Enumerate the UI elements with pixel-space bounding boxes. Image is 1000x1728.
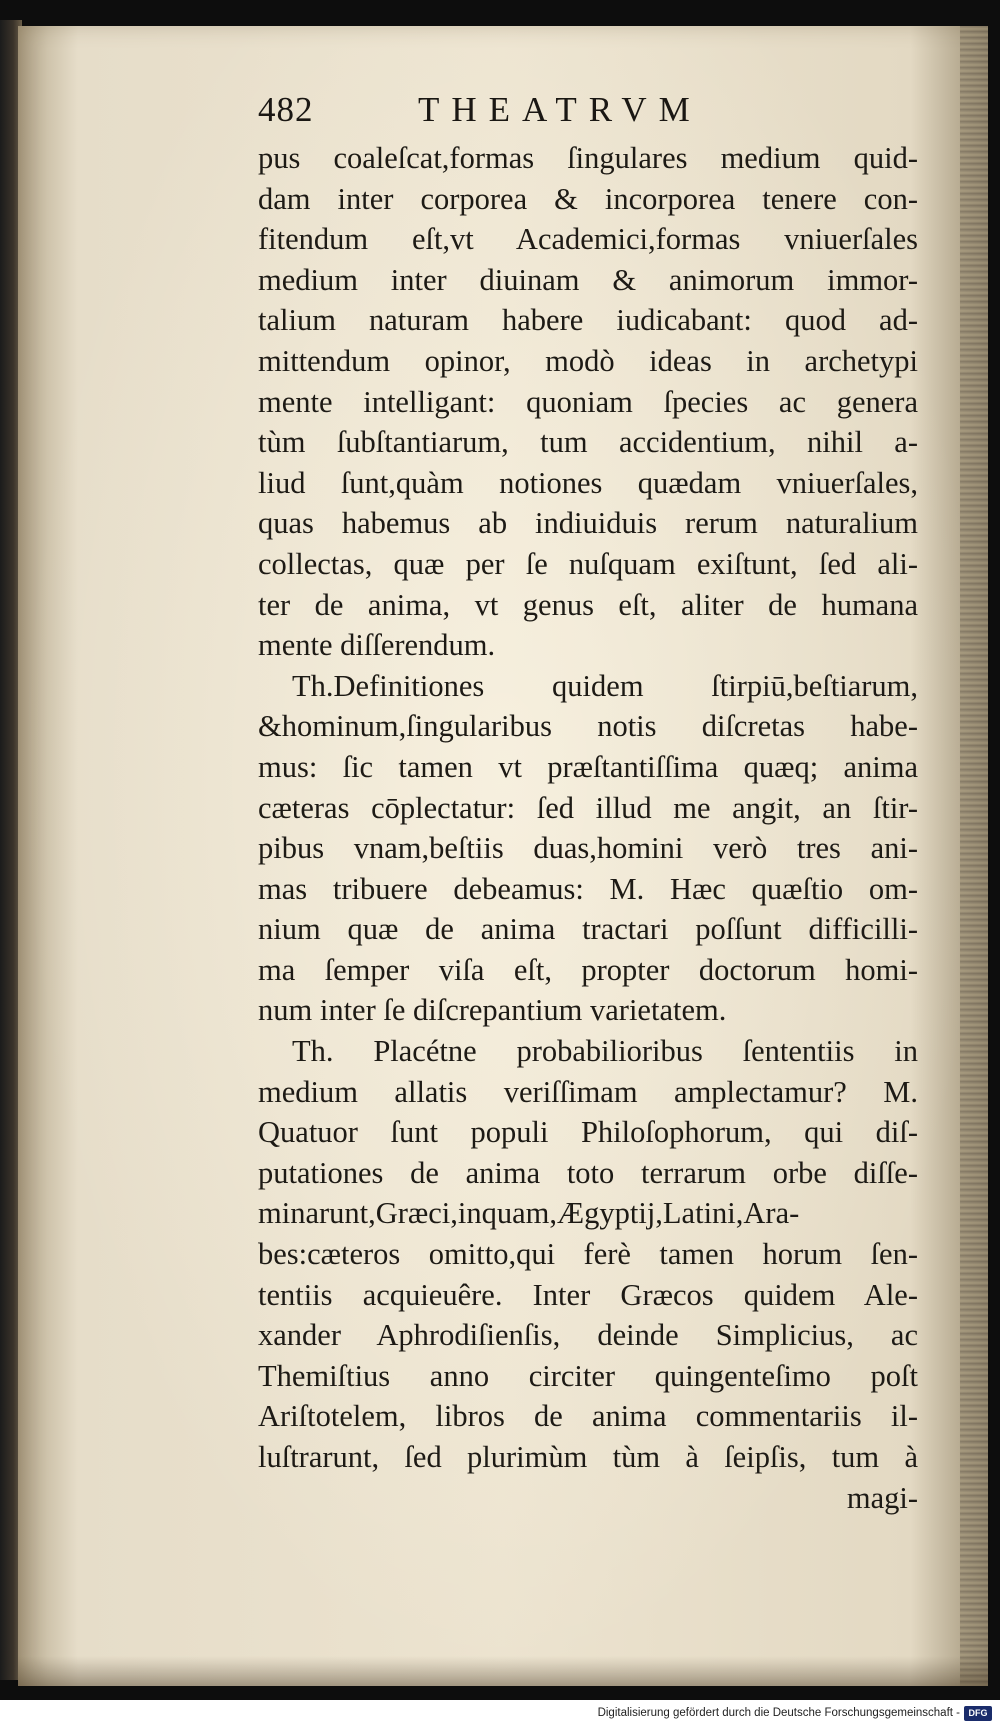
- funding-credit: Digitalisierung gefördert durch die Deutsche Forschungsgemeinschaft -: [597, 1707, 960, 1719]
- text-line: mente intelligant: quoniam ſpecies ac genera: [258, 384, 918, 419]
- text-line: num inter ſe diſcrepantium varietatem.: [258, 993, 727, 1028]
- text-line: collectas, quæ per ſe nuſquam exiſtunt, ſed ali-: [258, 546, 918, 581]
- text-line: medium allatis veriſſimam amplectamur? M.: [258, 1074, 918, 1109]
- page-edge-right: [960, 26, 988, 1686]
- text-line: Th. Placétne probabilioribus ſententiis in: [292, 1034, 918, 1069]
- text-line: ma ſemper viſa eſt, propter doctorum homi-: [258, 952, 918, 987]
- text-line: pus coaleſcat,formas ſingulares medium quid-: [258, 141, 918, 175]
- text-line: tùm ſubſtantiarum, tum accidentium, nihil a-: [258, 425, 918, 460]
- text-line: Ariſtotelem, libros de anima commentariis il-: [258, 1399, 918, 1434]
- body-text: [258, 138, 918, 1518]
- text-line: xander Aphrodiſienſis, deinde Simplicius, ac: [258, 1318, 918, 1353]
- text-line: mas tribuere debeamus: M. Hæc quæſtio om-: [258, 871, 918, 906]
- text-line: putationes de anima toto terrarum orbe diſſe-: [258, 1155, 918, 1190]
- text-line: liud ſunt,quàm notiones quædam vniuerſales,: [258, 465, 918, 500]
- dfg-logo-icon: DFG: [964, 1706, 992, 1721]
- page-number: 482: [258, 90, 314, 129]
- text-line: medium inter diuinam & animorum immor-: [258, 262, 918, 297]
- text-line: Themiſtius anno circiter quingenteſimo poſt: [258, 1358, 918, 1393]
- text-line: mus: ſic tamen vt præſtantiſſima quæq; anima: [258, 749, 918, 784]
- text-line: quas habemus ab indiuiduis rerum naturalium: [258, 506, 918, 541]
- text-line: dam inter corporea & incorporea tenere con-: [258, 181, 918, 216]
- text-line: tentiis acquieuêre. Inter Græcos quidem Ale-: [258, 1277, 918, 1312]
- running-head: THEATRVM: [418, 90, 702, 129]
- page-header: [258, 88, 918, 132]
- page-shadow-bottom: [18, 1656, 988, 1686]
- text-line: minarunt,Græci,inquam,Ægyptij,Latini,Ara-: [258, 1196, 800, 1231]
- text-line: fitendum eſt,vt Academici,formas vniuerſales: [258, 222, 918, 257]
- text-line: pibus vnam,beſtiis duas,homini verò tres ani-: [258, 831, 918, 866]
- text-line: mittendum opinor, modò ideas in archetypi: [258, 343, 918, 378]
- text-line: talium naturam habere iudicabant: quod ad-: [258, 303, 918, 338]
- text-line: bes:cæteros omitto,qui ferè tamen horum ſen-: [258, 1237, 918, 1272]
- text-line: ter de anima, vt genus eſt, aliter de humana: [258, 587, 918, 622]
- text-line: nium quæ de anima tractari poſſunt difficilli-: [258, 912, 918, 947]
- text-line: &hominum,ſingularibus notis diſcretas habe-: [258, 709, 918, 744]
- text-line: cæteras cōplectatur: ſed illud me angit, an ſtir-: [258, 790, 918, 825]
- text-line: luſtrarunt, ſed plurimùm tùm à ſeipſis, tum à: [258, 1440, 918, 1474]
- digitization-footer: [0, 1700, 1000, 1728]
- text-line: Th.Definitiones quidem ſtirpiū,beſtiarum,: [292, 668, 918, 703]
- text-line: Quatuor ſunt populi Philoſophorum, qui diſ-: [258, 1115, 918, 1150]
- catchword: magi-: [846, 1480, 918, 1515]
- text-line: mente diſſerendum.: [258, 628, 496, 663]
